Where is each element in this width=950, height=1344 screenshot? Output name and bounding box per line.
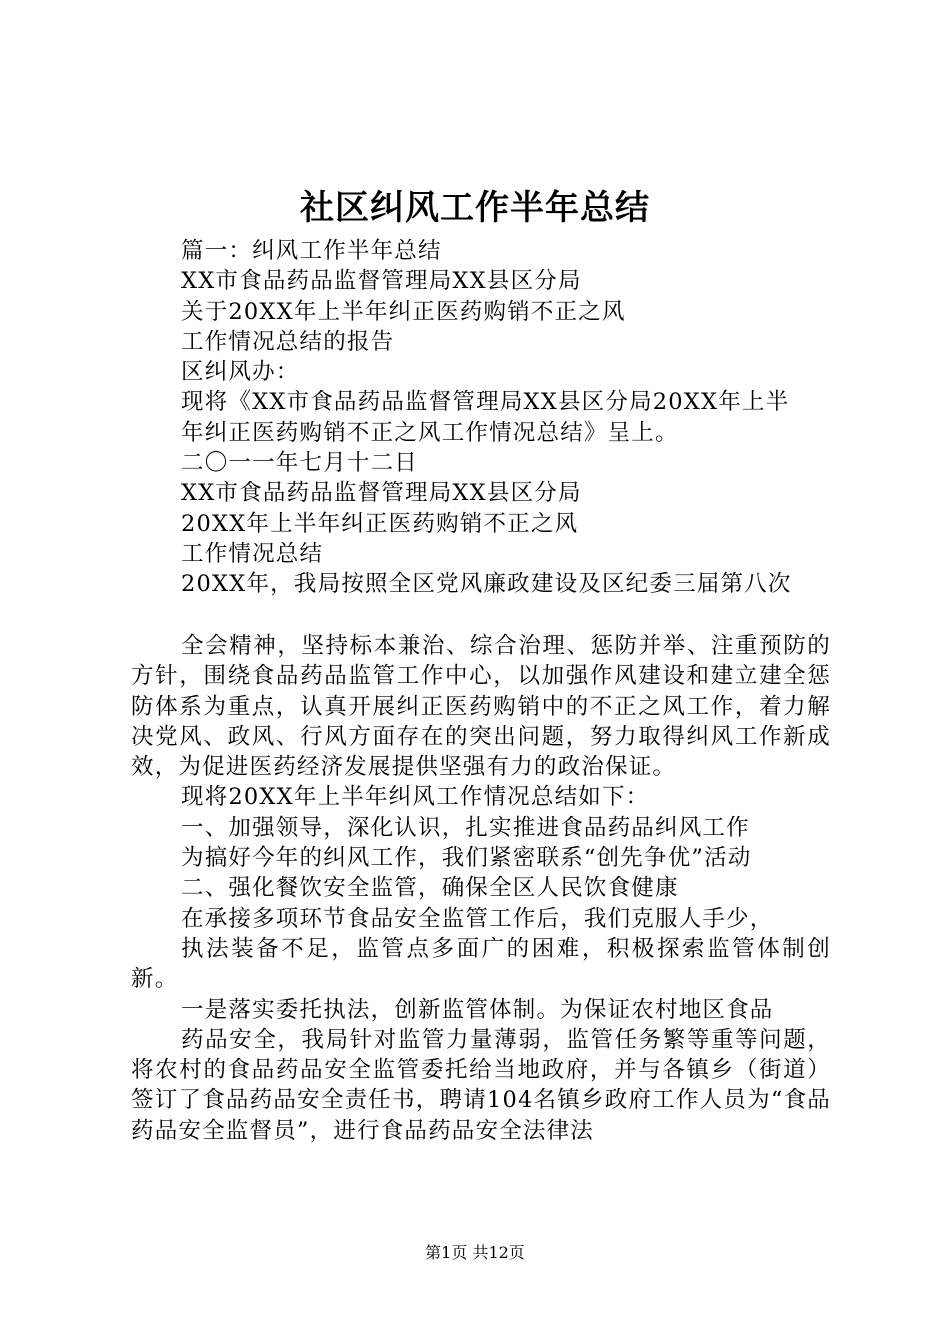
recipient: 区纠风办： [181,359,300,386]
body-paragraph-1: 全会精神，坚持标本兼治、综合治理、惩防并举、注重预防的方针，围绕食品药品监管工作中心，以加强作风建设和建立建全惩防体系为重点，认真开展纠正医药购销中的不正之风工作，着力解决党风、政风、行风方面存在的突出问题，努力取得纠风工作新成效，为促进医药经济发展提供坚强有力的政治保证。 [131,633,831,781]
submission-line-2: 年纠正医药购销不正之风工作情况总结》呈上。 [181,419,679,446]
summary-title-line-1: 20XX年上半年纠正医药购销不正之风 [181,510,579,537]
report-date: 二〇一一年七月十二日 [181,450,419,477]
page-footer: 第1页 共12页 [425,1243,525,1262]
report-title-line-2: 工作情况总结的报告 [181,328,395,355]
header-section [131,236,831,600]
section-heading: 篇一：纠风工作半年总结 [181,238,442,264]
body-paragraph-2: 执法装备不足，监管点多面广的困难，积极探索监管体制创新。 [131,935,831,993]
body-paragraph-3: 药品安全，我局针对监管力量薄弱，监管任务繁等重等问题，将农村的食品药品安全监管委托给当地政府，并与各镇乡（街道）签订了食品药品安全责任书，聘请104名镇乡政府工作人员为“食品药品安全监督员”，进行食品药品安全法律法 [131,1026,831,1144]
body-line-activity: 为搞好今年的纠风工作，我们紧密联系“创先争优”活动 [181,845,752,872]
document-title: 社区纠风工作半年总结 [300,188,650,228]
heading-one: 一、加强领导，深化认识，扎实推进食品药品纠风工作 [181,814,750,841]
body-section [131,631,831,1146]
intro-line: 20XX年，我局按照全区党风廉政建设及区纪委三届第八次 [181,571,792,598]
body-line-delegation: 一是落实委托执法，创新监管体制。为保证农村地区食品 [181,996,774,1023]
agency-name: XX市食品药品监督管理局XX县区分局 [181,268,582,295]
body-line-summary: 现将20XX年上半年纠风工作情况总结如下： [181,784,650,811]
report-title-line-1: 关于20XX年上半年纠正医药购销不正之风 [181,298,626,325]
body-line-supervision: 在承接多项环节食品安全监管工作后，我们克服人手少， [181,905,774,932]
summary-title-line-2: 工作情况总结 [181,540,324,567]
heading-two: 二、强化餐饮安全监管，确保全区人民饮食健康 [181,875,679,902]
agency-name-2: XX市食品药品监督管理局XX县区分局 [181,480,582,507]
submission-line-1: 现将《XX市食品药品监督管理局XX县区分局20XX年上半 [181,389,790,416]
